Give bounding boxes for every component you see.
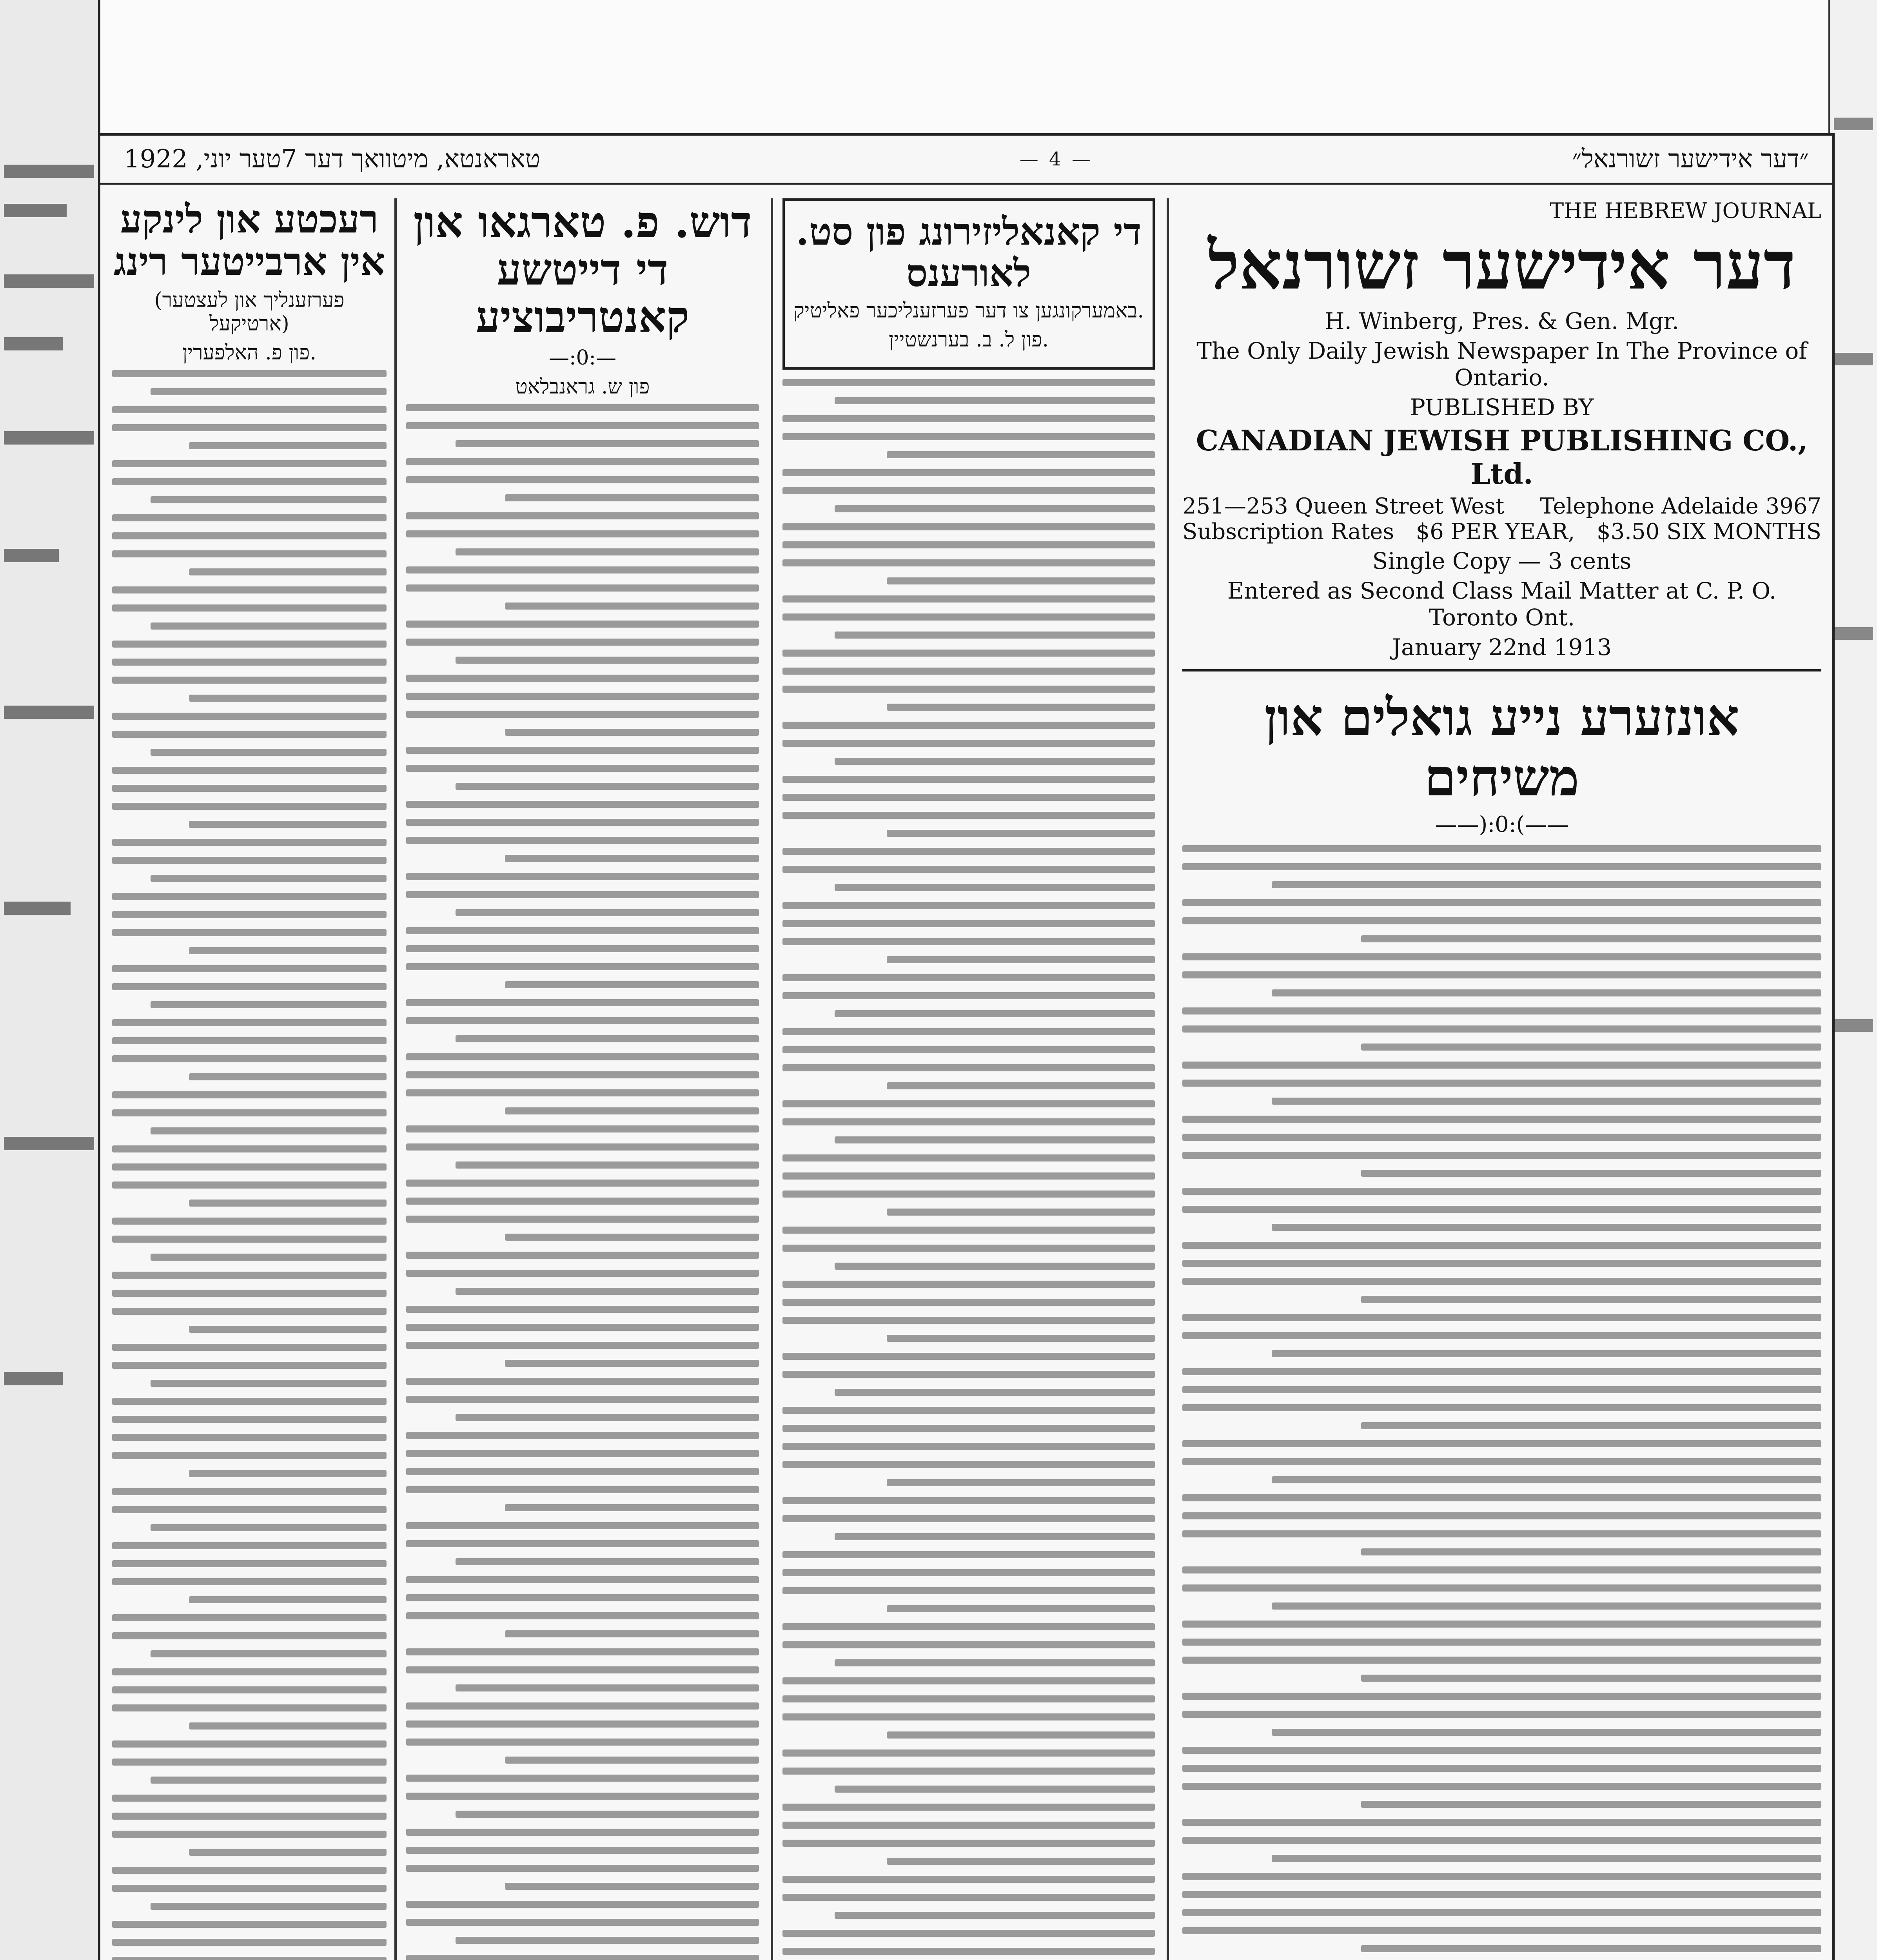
newspaper-page: [98, 133, 1835, 1960]
previous-page-edge: [0, 0, 100, 1960]
article-stlawrence: [782, 198, 1155, 1960]
header-paper-name: ״דער אידישער זשורנאל״: [1572, 145, 1809, 174]
entered-date: January 22nd 1913: [1392, 634, 1612, 661]
article-workmens-circle-sub: (פערזענליך און לעצטער ארטיקעל): [154, 288, 345, 336]
article-stlawrence-header: [782, 198, 1155, 370]
editorial-headline: אונזערע נייע גואלים און משיחים: [1264, 687, 1739, 808]
page-number: — 4 —: [1019, 148, 1093, 170]
article-stlawrence-byline: פון ל. ב. בערנשטיין.: [888, 328, 1049, 352]
column-rule: [1167, 198, 1169, 1960]
article-targau-body: [406, 404, 759, 1960]
address: 251—253 Queen Street West: [1182, 494, 1505, 519]
column-rule: [394, 198, 397, 1960]
single-copy: Single Copy — 3 cents: [1372, 548, 1632, 574]
article-stlawrence-body: [782, 379, 1155, 1960]
article-targau-byline: פון ש. גראנבלאט: [515, 375, 650, 399]
paper-title: דער אידישער זשורנאל: [1208, 226, 1796, 305]
editorial-body: [1182, 845, 1821, 1960]
article-stlawrence-sub: באמערקונגען צו דער פערזענליכער פאליטיק.: [793, 299, 1144, 323]
publisher-name: CANADIAN JEWISH PUBLISHING CO., Ltd.: [1196, 424, 1808, 490]
masthead-column: [1182, 198, 1821, 1960]
address-row: [1182, 494, 1821, 519]
article-workmens-circle: [112, 198, 387, 1960]
page-header: [100, 136, 1832, 185]
manager-line: H. Winberg, Pres. & Gen. Mgr.: [1324, 308, 1679, 334]
article-workmens-circle-headline: רעכטע און לינקע אין ארבייטער רינג: [113, 198, 385, 284]
next-page-edge: [1828, 0, 1877, 1960]
telephone: Telephone Adelaide 3967: [1540, 494, 1821, 519]
rates-row: [1182, 519, 1821, 544]
article-stlawrence-headline: די קאנאליזירונג פון סט. לאורענס: [796, 209, 1142, 295]
editorial-ornament: ——):0:(——: [1435, 812, 1569, 837]
article-workmens-circle-byline: פון פ. האלפערין.: [182, 341, 316, 365]
published-by: PUBLISHED BY: [1410, 394, 1594, 421]
article-workmens-circle-body: [112, 370, 387, 1960]
rates-label: Subscription Rates: [1182, 519, 1394, 544]
column-rule: [771, 198, 773, 1960]
article-targau-ornament: —:0:—: [548, 346, 617, 370]
tagline: The Only Daily Jewish Newspaper In The Province of Ontario.: [1196, 338, 1807, 391]
entered-notice: Entered as Second Class Mail Matter at C. P. O. Toronto Ont.: [1227, 577, 1777, 631]
rate-six-months: $3.50 SIX MONTHS: [1596, 519, 1821, 544]
rate-year: $6 PER YEAR,: [1416, 519, 1575, 544]
english-paper-name: THE HEBREW JOURNAL: [1550, 198, 1821, 223]
masthead-rule: [1182, 669, 1821, 671]
article-targau-headline: דוש. פ. טארגאו און די דייטשע קאנטריבוציע: [413, 198, 752, 342]
article-targau: [406, 198, 759, 1960]
header-date: טאראנטא, מיטוואך דער 7טער יוני, 1922: [124, 145, 541, 174]
